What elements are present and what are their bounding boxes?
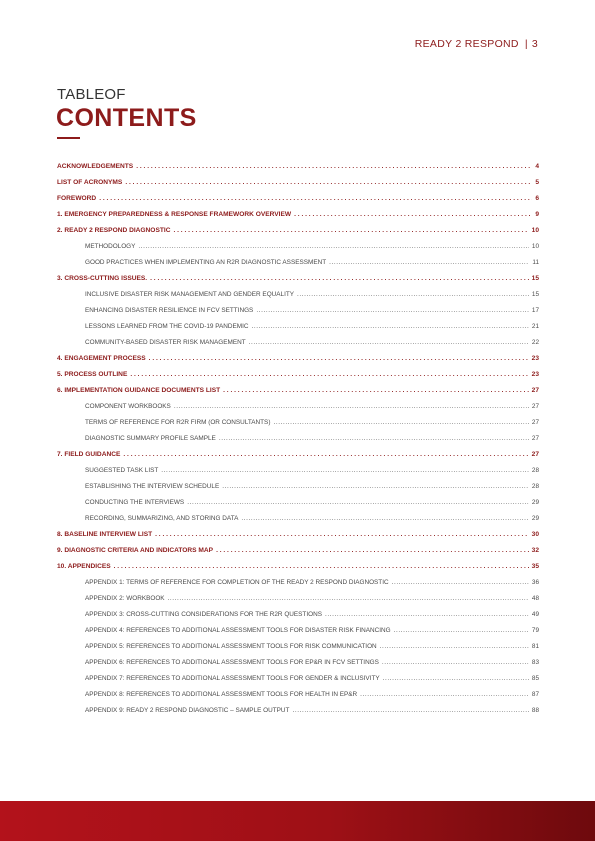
toc-dot-leader bbox=[130, 367, 528, 383]
toc-entry-page-number: 85 bbox=[531, 675, 539, 682]
toc-entry-page-number: 10 bbox=[531, 227, 539, 234]
toc-entry-page-number: 49 bbox=[531, 611, 539, 618]
toc-entry-page-number: 27 bbox=[531, 419, 539, 426]
toc-entry-label: 4. ENGAGEMENT PROCESS bbox=[57, 355, 146, 362]
toc-entry-label: FOREWORD bbox=[57, 195, 97, 202]
toc-subsection-entry[interactable] bbox=[57, 287, 539, 303]
toc-dot-leader bbox=[138, 239, 528, 255]
toc-dot-leader bbox=[99, 191, 532, 207]
toc-dot-leader bbox=[136, 159, 532, 175]
toc-dot-leader bbox=[150, 271, 529, 287]
toc-entry-label: ACKNOWLEDGEMENTS bbox=[57, 163, 134, 170]
toc-section-entry[interactable] bbox=[57, 159, 539, 175]
toc-entry-page-number: 15 bbox=[531, 275, 539, 282]
toc-dot-leader bbox=[219, 431, 529, 447]
toc-entry-label: APPENDIX 5: REFERENCES TO ADDITIONAL ASSESSMENT TOOLS FOR RISK COMMUNICATION bbox=[85, 643, 377, 650]
toc-entry-page-number: 10 bbox=[531, 243, 539, 250]
toc-dot-leader bbox=[222, 479, 529, 495]
page-title: CONTENTS bbox=[56, 104, 197, 132]
toc-entry-label: APPENDIX 4: REFERENCES TO ADDITIONAL ASSESSMENT TOOLS FOR DISASTER RISK FINANCING bbox=[85, 627, 391, 634]
toc-entry-label: CONDUCTING THE INTERVIEWS bbox=[85, 499, 185, 506]
toc-entry-label: 10. APPENDICES bbox=[57, 563, 111, 570]
footer-band bbox=[0, 801, 595, 841]
toc-entry-label: DIAGNOSTIC SUMMARY PROFILE SAMPLE bbox=[85, 435, 216, 442]
toc-entry-label: APPENDIX 8: REFERENCES TO ADDITIONAL ASSESSMENT TOOLS FOR HEALTH IN EP&R bbox=[85, 691, 358, 698]
toc-entry-label: 9. DIAGNOSTIC CRITERIA AND INDICATORS MAP bbox=[57, 547, 214, 554]
toc-entry-page-number: 48 bbox=[531, 595, 539, 602]
toc-entry-page-number: 27 bbox=[531, 451, 539, 458]
toc-subsection-entry[interactable] bbox=[57, 511, 539, 527]
toc-subsection-entry[interactable] bbox=[57, 671, 539, 687]
header-title: READY 2 RESPOND bbox=[414, 38, 519, 50]
toc-subsection-entry[interactable] bbox=[57, 687, 539, 703]
toc-subsection-entry[interactable] bbox=[57, 495, 539, 511]
toc-subsection-entry[interactable] bbox=[57, 431, 539, 447]
toc-section-entry[interactable] bbox=[57, 175, 539, 191]
toc-entry-page-number: 88 bbox=[531, 707, 539, 714]
toc-section-entry[interactable] bbox=[57, 367, 539, 383]
toc-entry-page-number: 27 bbox=[531, 387, 539, 394]
toc-entry-page-number: 35 bbox=[531, 563, 539, 570]
toc-entry-label: INCLUSIVE DISASTER RISK MANAGEMENT AND GENDER EQUALITY bbox=[85, 291, 295, 298]
toc-subsection-entry[interactable] bbox=[57, 463, 539, 479]
toc-entry-label: LESSONS LEARNED FROM THE COVID-19 PANDEMIC bbox=[85, 323, 249, 330]
toc-entry-page-number: 83 bbox=[531, 659, 539, 666]
toc-entry-label: 2. READY 2 RESPOND DIAGNOSTIC bbox=[57, 227, 171, 234]
toc-entry-page-number: 27 bbox=[531, 435, 539, 442]
toc-subsection-entry[interactable] bbox=[57, 703, 539, 719]
toc-section-entry[interactable] bbox=[57, 559, 539, 575]
toc-entry-label: COMPONENT WORKBOOKS bbox=[85, 403, 171, 410]
toc-subsection-entry[interactable] bbox=[57, 655, 539, 671]
toc-entry-label: 1. EMERGENCY PREPAREDNESS & RESPONSE FRAMEWORK OVERVIEW bbox=[57, 211, 292, 218]
toc-entry-label: 6. IMPLEMENTATION GUIDANCE DOCUMENTS LIST bbox=[57, 387, 221, 394]
toc-entry-page-number: 28 bbox=[531, 467, 539, 474]
toc-subsection-entry[interactable] bbox=[57, 479, 539, 495]
toc-entry-page-number: 27 bbox=[531, 403, 539, 410]
toc-dot-leader bbox=[149, 351, 529, 367]
toc-dot-leader bbox=[294, 207, 532, 223]
toc-dot-leader bbox=[155, 527, 529, 543]
toc-entry-page-number: 5 bbox=[535, 179, 539, 186]
toc-dot-leader bbox=[223, 383, 529, 399]
toc-dot-leader bbox=[394, 623, 529, 639]
toc-subsection-entry[interactable] bbox=[57, 399, 539, 415]
toc-entry-page-number: 29 bbox=[531, 499, 539, 506]
toc-entry-label: 8. BASELINE INTERVIEW LIST bbox=[57, 531, 153, 538]
toc-dot-leader bbox=[216, 543, 529, 559]
table-of-contents bbox=[57, 159, 539, 719]
toc-entry-label: 3. CROSS-CUTTING ISSUES. bbox=[57, 275, 148, 282]
toc-entry-label: LIST OF ACRONYMS bbox=[57, 179, 123, 186]
toc-entry-page-number: 21 bbox=[531, 323, 539, 330]
toc-section-entry[interactable] bbox=[57, 191, 539, 207]
toc-subsection-entry[interactable] bbox=[57, 239, 539, 255]
title-prefix: TABLEOF bbox=[57, 86, 126, 103]
toc-section-entry[interactable] bbox=[57, 383, 539, 399]
toc-dot-leader bbox=[174, 399, 529, 415]
toc-entry-label: RECORDING, SUMMARIZING, AND STORING DATA bbox=[85, 515, 239, 522]
toc-dot-leader bbox=[360, 687, 529, 703]
title-underline bbox=[57, 137, 80, 139]
toc-section-entry[interactable] bbox=[57, 271, 539, 287]
toc-entry-page-number: 6 bbox=[535, 195, 539, 202]
toc-section-entry[interactable] bbox=[57, 447, 539, 463]
toc-entry-page-number: 22 bbox=[531, 339, 539, 346]
toc-entry-label: SUGGESTED TASK LIST bbox=[85, 467, 159, 474]
toc-subsection-entry[interactable] bbox=[57, 415, 539, 431]
toc-dot-leader bbox=[329, 255, 529, 271]
toc-entry-page-number: 17 bbox=[531, 307, 539, 314]
toc-section-entry[interactable] bbox=[57, 527, 539, 543]
toc-entry-label: APPENDIX 1: TERMS OF REFERENCE FOR COMPLETION OF THE READY 2 RESPOND DIAGNOSTIC bbox=[85, 579, 389, 586]
toc-entry-label: APPENDIX 6: REFERENCES TO ADDITIONAL ASSESSMENT TOOLS FOR EP&R IN FCV SETTINGS bbox=[85, 659, 379, 666]
toc-dot-leader bbox=[256, 303, 529, 319]
toc-dot-leader bbox=[249, 335, 529, 351]
toc-dot-leader bbox=[187, 495, 529, 511]
toc-dot-leader bbox=[251, 319, 528, 335]
toc-entry-label: APPENDIX 7: REFERENCES TO ADDITIONAL ASSESSMENT TOOLS FOR GENDER & INCLUSIVITY bbox=[85, 675, 380, 682]
toc-subsection-entry[interactable] bbox=[57, 591, 539, 607]
toc-dot-leader bbox=[325, 607, 529, 623]
toc-subsection-entry[interactable] bbox=[57, 303, 539, 319]
toc-dot-leader bbox=[114, 559, 529, 575]
toc-dot-leader bbox=[292, 703, 528, 719]
toc-dot-leader bbox=[297, 287, 529, 303]
toc-section-entry[interactable] bbox=[57, 207, 539, 223]
toc-entry-label: APPENDIX 3: CROSS-CUTTING CONSIDERATIONS FOR THE R2R QUESTIONS bbox=[85, 611, 322, 618]
toc-entry-page-number: 79 bbox=[531, 627, 539, 634]
toc-entry-page-number: 29 bbox=[531, 515, 539, 522]
toc-entry-page-number: 23 bbox=[531, 355, 539, 362]
toc-subsection-entry[interactable] bbox=[57, 623, 539, 639]
toc-dot-leader bbox=[168, 591, 529, 607]
toc-entry-page-number: 4 bbox=[535, 163, 539, 170]
toc-subsection-entry[interactable] bbox=[57, 575, 539, 591]
toc-entry-page-number: 32 bbox=[531, 547, 539, 554]
toc-entry-page-number: 30 bbox=[531, 531, 539, 538]
toc-dot-leader bbox=[161, 463, 529, 479]
toc-dot-leader bbox=[125, 175, 532, 191]
toc-dot-leader bbox=[380, 639, 529, 655]
toc-dot-leader bbox=[392, 575, 529, 591]
toc-entry-page-number: 9 bbox=[535, 211, 539, 218]
toc-dot-leader bbox=[241, 511, 529, 527]
toc-entry-label: ESTABLISHING THE INTERVIEW SCHEDULE bbox=[85, 483, 220, 490]
toc-entry-label: TERMS OF REFERENCE FOR R2R FIRM (OR CONSULTANTS) bbox=[85, 419, 271, 426]
toc-entry-page-number: 81 bbox=[531, 643, 539, 650]
toc-entry-page-number: 36 bbox=[531, 579, 539, 586]
toc-subsection-entry[interactable] bbox=[57, 335, 539, 351]
toc-entry-label: METHODOLOGY bbox=[85, 243, 136, 250]
toc-section-entry[interactable] bbox=[57, 351, 539, 367]
toc-entry-page-number: 87 bbox=[531, 691, 539, 698]
toc-dot-leader bbox=[382, 655, 529, 671]
toc-entry-page-number: 11 bbox=[532, 259, 539, 266]
header-page-number: 3 bbox=[531, 38, 538, 50]
toc-entry-label: ENHANCING DISASTER RESILIENCE IN FCV SETTINGS bbox=[85, 307, 254, 314]
toc-entry-page-number: 15 bbox=[531, 291, 539, 298]
toc-entry-label: GOOD PRACTICES WHEN IMPLEMENTING AN R2R DIAGNOSTIC ASSESSMENT bbox=[85, 259, 327, 266]
toc-dot-leader bbox=[383, 671, 529, 687]
toc-dot-leader bbox=[123, 447, 528, 463]
toc-section-entry[interactable] bbox=[57, 223, 539, 239]
toc-entry-label: 7. FIELD GUIDANCE bbox=[57, 451, 121, 458]
toc-entry-page-number: 23 bbox=[531, 371, 539, 378]
running-header bbox=[415, 38, 538, 50]
toc-subsection-entry[interactable] bbox=[57, 639, 539, 655]
toc-dot-leader bbox=[173, 223, 528, 239]
toc-subsection-entry[interactable] bbox=[57, 319, 539, 335]
toc-entry-page-number: 28 bbox=[531, 483, 539, 490]
toc-subsection-entry[interactable] bbox=[57, 607, 539, 623]
toc-section-entry[interactable] bbox=[57, 543, 539, 559]
toc-subsection-entry[interactable] bbox=[57, 255, 539, 271]
header-separator: | bbox=[524, 38, 528, 50]
toc-entry-label: 5. PROCESS OUTLINE bbox=[57, 371, 128, 378]
toc-entry-label: COMMUNITY-BASED DISASTER RISK MANAGEMENT bbox=[85, 339, 246, 346]
toc-entry-label: APPENDIX 2: WORKBOOK bbox=[85, 595, 165, 602]
toc-dot-leader bbox=[273, 415, 528, 431]
toc-entry-label: APPENDIX 9: READY 2 RESPOND DIAGNOSTIC – SAMPLE OUTPUT bbox=[85, 707, 290, 714]
